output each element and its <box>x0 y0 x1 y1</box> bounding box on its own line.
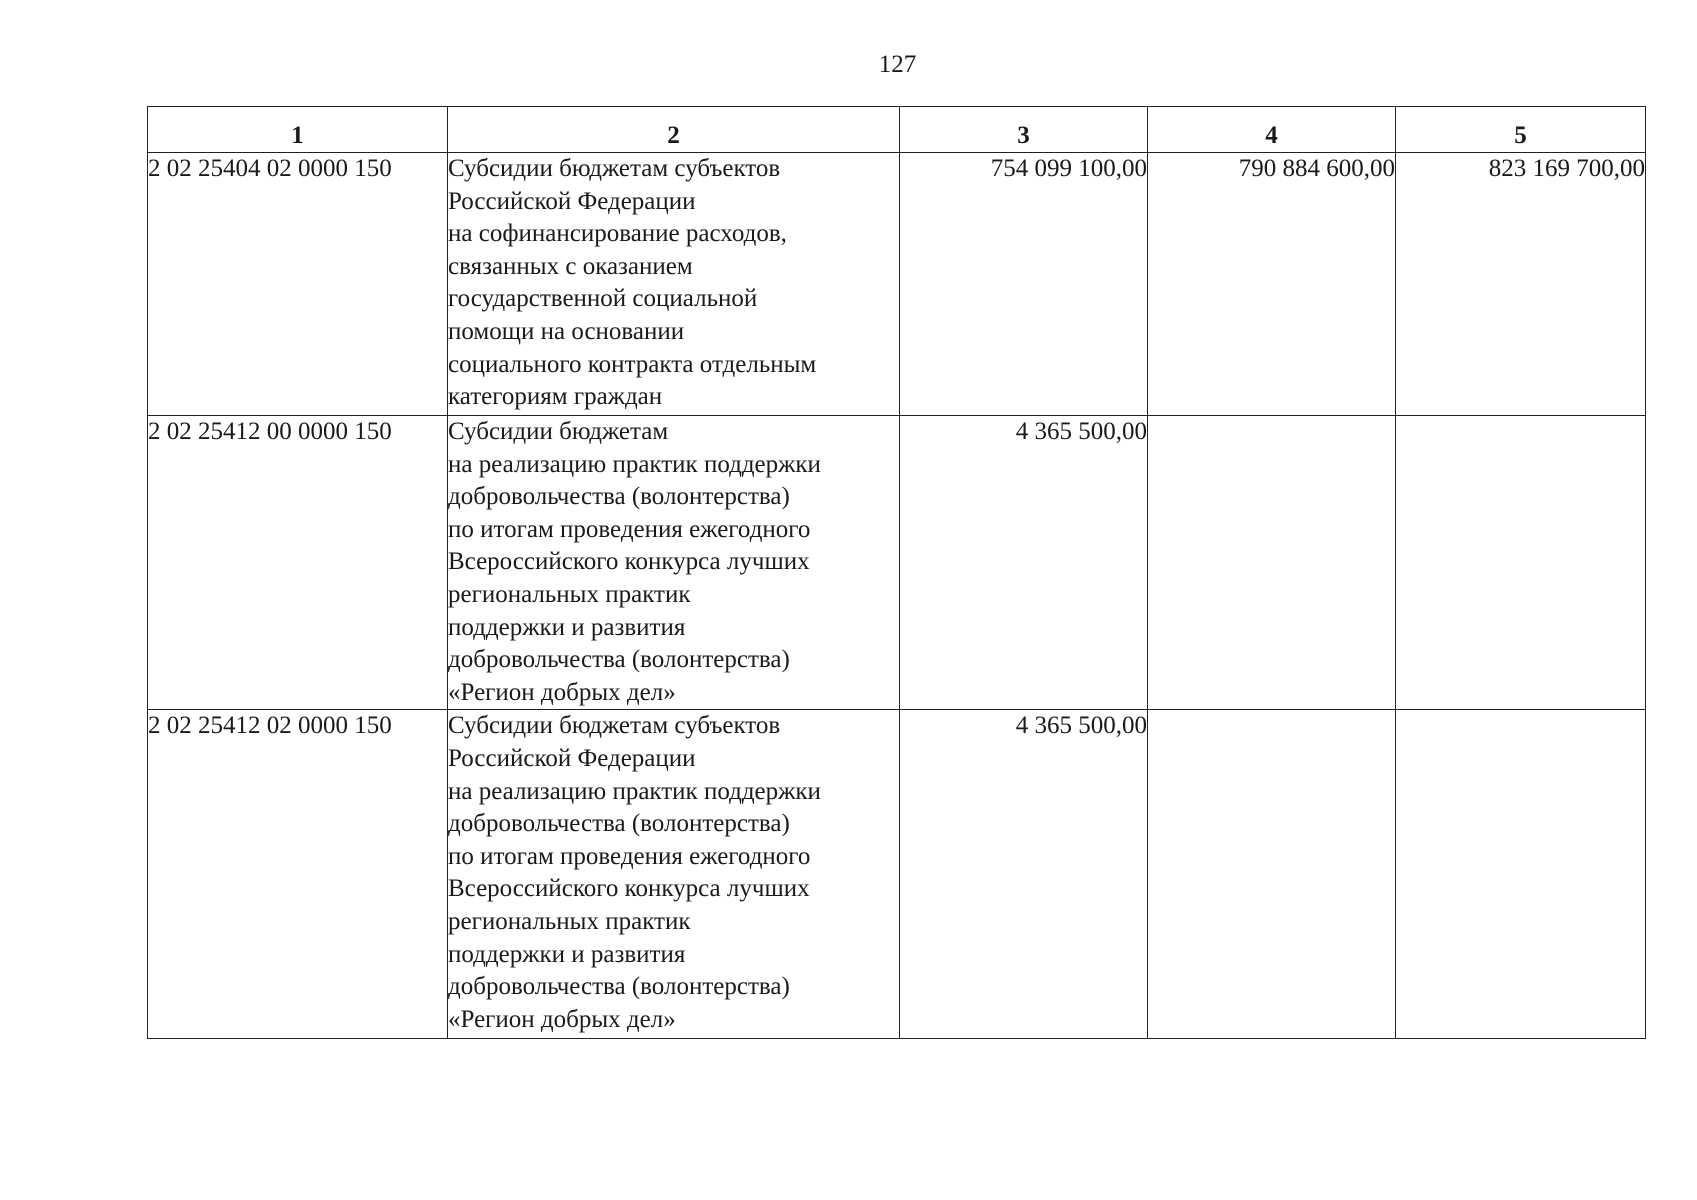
description-line: добровольчества (волонтерства) <box>448 810 790 838</box>
amount-col-4 <box>1148 710 1396 1039</box>
amount-col-5: 823 169 700,00 <box>1396 153 1646 416</box>
description-line: добровольчества (волонтерства) <box>448 646 790 674</box>
description-line: на реализацию практик поддержки <box>448 777 821 805</box>
amount-col-4 <box>1148 416 1396 710</box>
description-line: Российской Федерации <box>448 187 696 215</box>
amount-col-3: 754 099 100,00 <box>900 153 1148 416</box>
description-line: добровольчества (волонтерства) <box>448 973 790 1001</box>
header-row <box>148 107 1646 153</box>
header-col-2: 2 <box>448 107 900 153</box>
table-header <box>148 107 1646 153</box>
amount-col-3: 4 365 500,00 <box>900 416 1148 710</box>
description-line: государственной социальной <box>448 285 758 313</box>
description-line: по итогам проведения ежегодного <box>448 515 811 543</box>
budget-code: 2 02 25404 02 0000 150 <box>148 153 448 416</box>
table-body <box>148 153 1646 1039</box>
description-line: категориям граждан <box>448 383 663 411</box>
budget-code: 2 02 25412 02 0000 150 <box>148 710 448 1039</box>
description-line: «Регион добрых дел» <box>448 1005 676 1033</box>
amount-col-5 <box>1396 710 1646 1039</box>
description-line: социального контракта отдельным <box>448 350 817 378</box>
description-line: помощи на основании <box>448 317 685 345</box>
header-col-5: 5 <box>1396 107 1646 153</box>
description-line: на реализацию практик поддержки <box>448 450 821 478</box>
description-line: Всероссийского конкурса лучших <box>448 875 810 903</box>
description-line: связанных с оказанием <box>448 252 693 280</box>
amount-col-5 <box>1396 416 1646 710</box>
description-line: Субсидии бюджетам субъектов <box>448 155 781 182</box>
header-col-4: 4 <box>1148 107 1396 153</box>
description-line: Субсидии бюджетам <box>448 418 669 445</box>
description-line: на софинансирование расходов, <box>448 220 787 248</box>
header-col-3: 3 <box>900 107 1148 153</box>
description <box>448 153 900 416</box>
header-col-1: 1 <box>148 107 448 153</box>
page-number: 127 <box>878 51 917 78</box>
table-row <box>148 416 1646 710</box>
description-line: по итогам проведения ежегодного <box>448 842 811 870</box>
table-row <box>148 153 1646 416</box>
table-row <box>148 710 1646 1039</box>
description <box>448 710 900 1039</box>
description-line: добровольчества (волонтерства) <box>448 483 790 511</box>
description-line: Российской Федерации <box>448 744 696 772</box>
description-line: поддержки и развития <box>448 940 686 968</box>
description <box>448 416 900 710</box>
budget-table <box>147 106 1646 1039</box>
description-line: Субсидии бюджетам субъектов <box>448 712 781 740</box>
description-line: региональных практик <box>448 580 691 608</box>
description-line: «Регион добрых дел» <box>448 678 676 706</box>
amount-col-4: 790 884 600,00 <box>1148 153 1396 416</box>
description-line: поддержки и развития <box>448 613 686 641</box>
description-line: Всероссийского конкурса лучших <box>448 548 810 576</box>
description-line: региональных практик <box>448 907 691 935</box>
budget-code: 2 02 25412 00 0000 150 <box>148 416 448 710</box>
amount-col-3: 4 365 500,00 <box>900 710 1148 1039</box>
